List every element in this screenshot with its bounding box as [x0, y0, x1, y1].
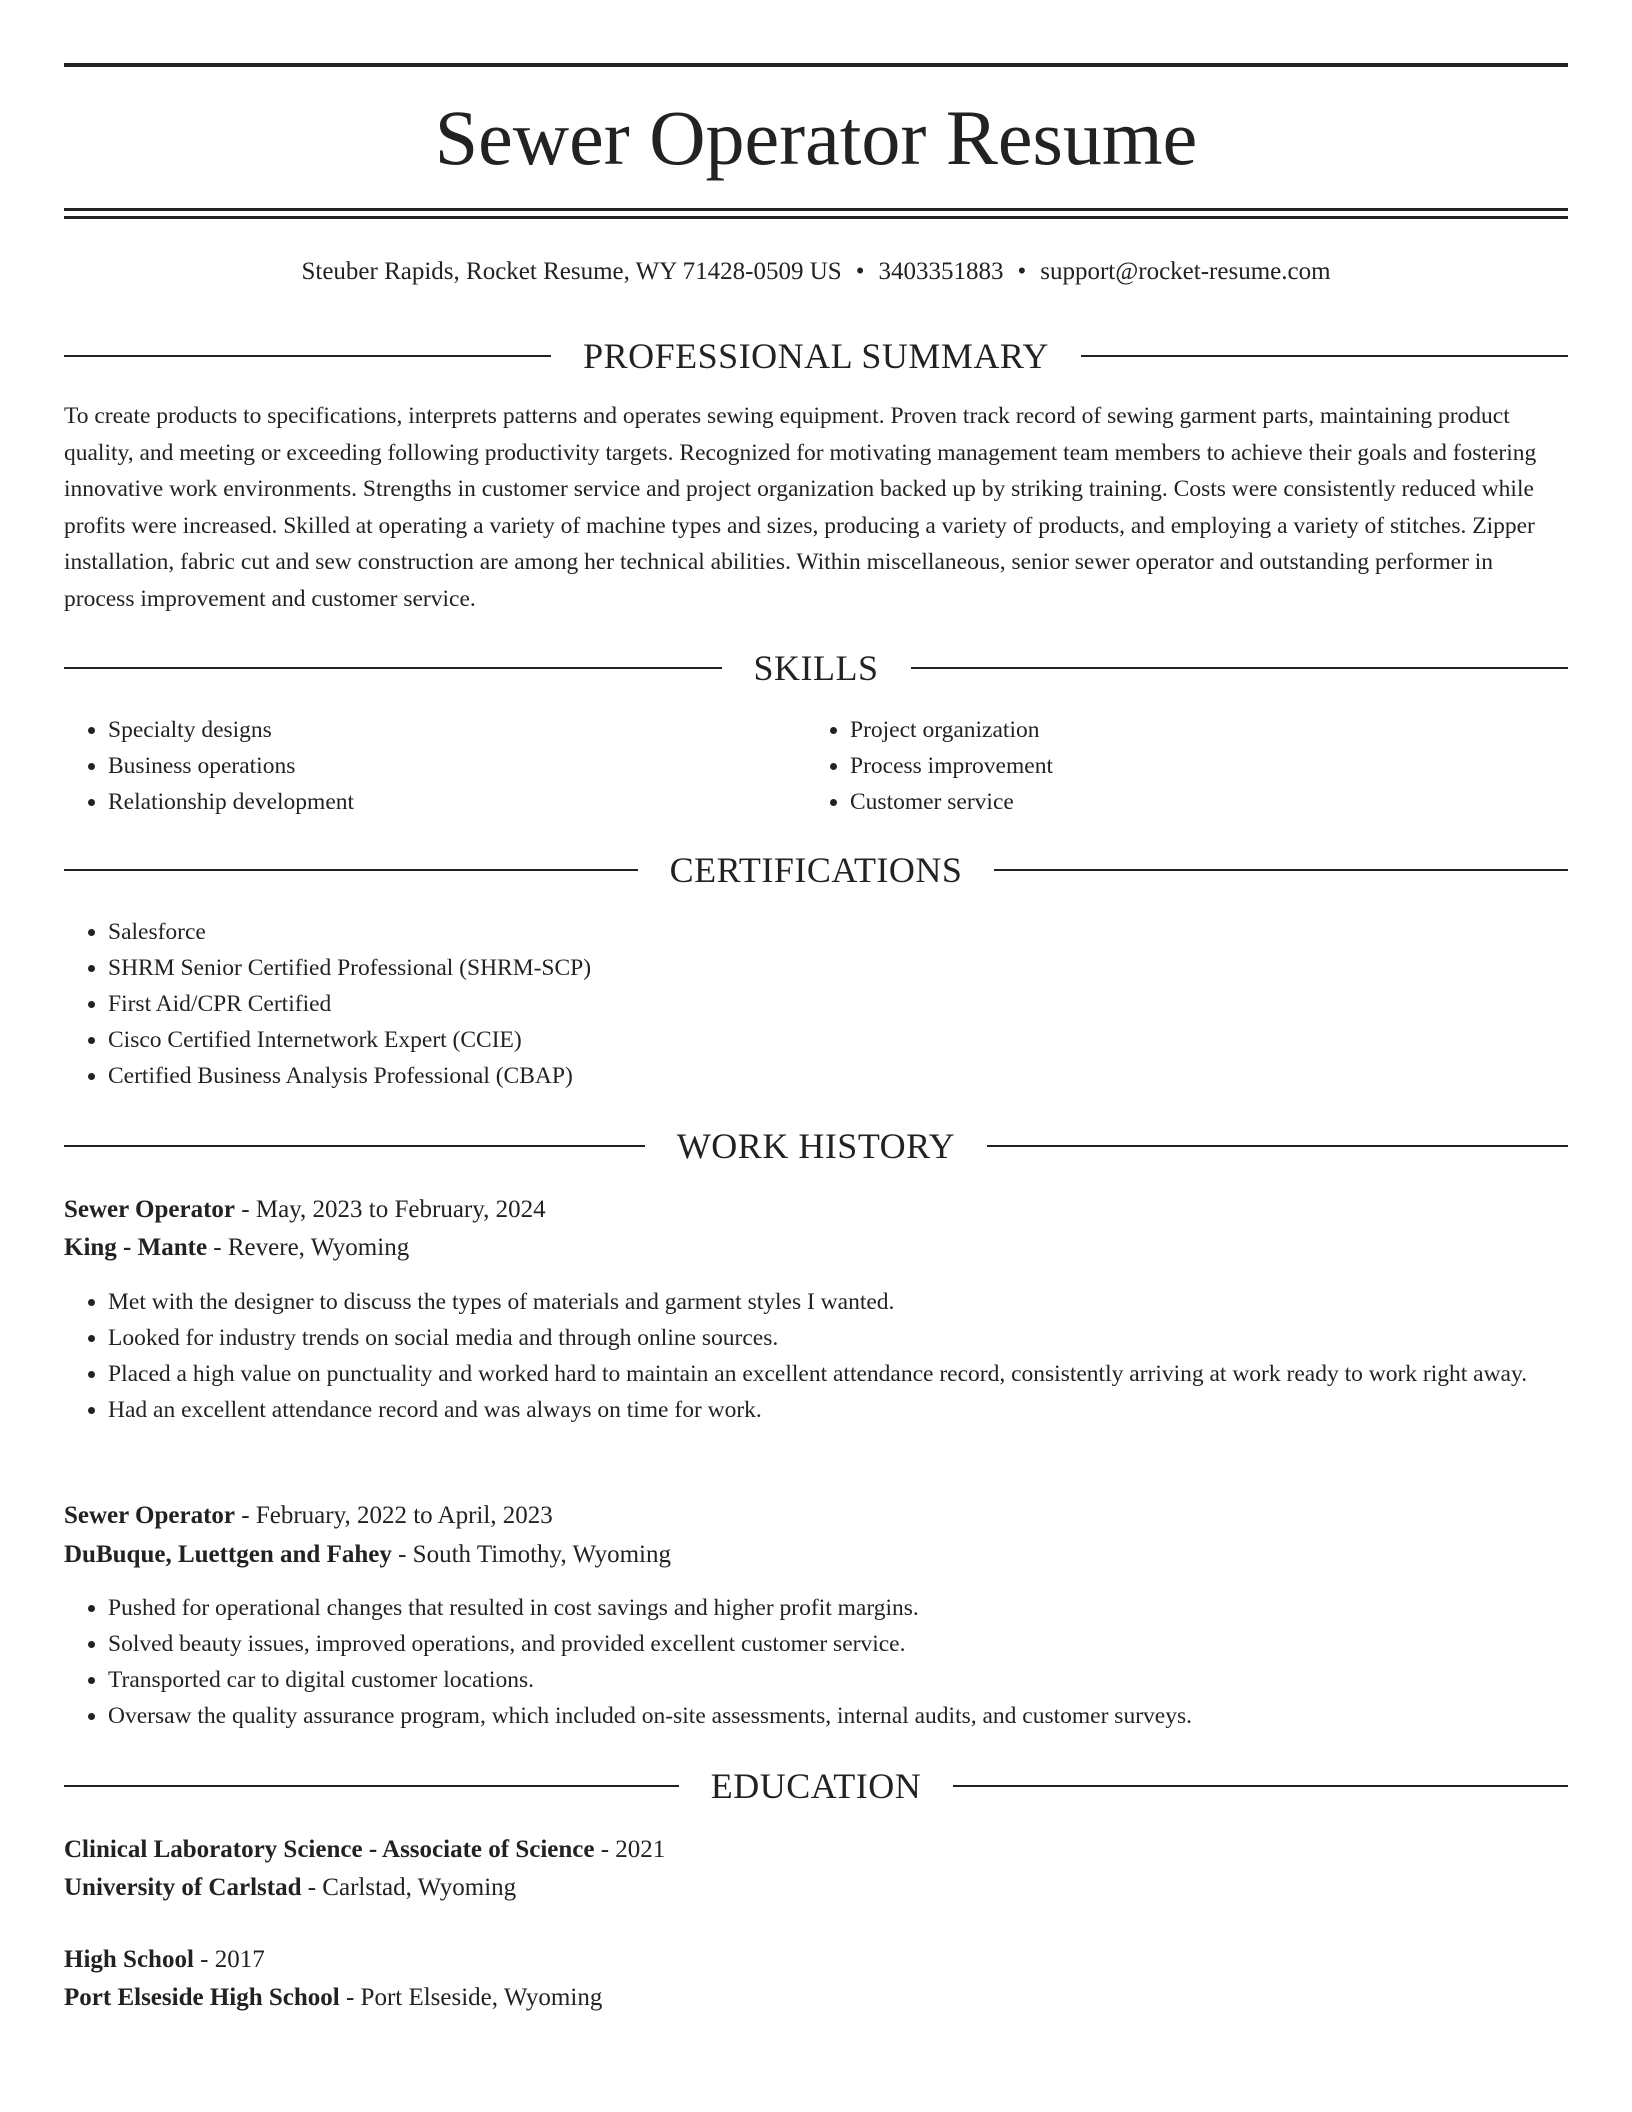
degree-year: - 2017	[193, 1946, 265, 1973]
degree-year: - 2021	[594, 1836, 666, 1863]
list-item: • Pushed for operational changes that resulted in cost savings and higher profit margins.	[108, 1590, 1612, 1626]
section-rule	[987, 1145, 1568, 1147]
section-header-certifications	[64, 848, 1568, 892]
list-item: • Specialty designs	[108, 712, 808, 748]
job-duties-list	[64, 1284, 1612, 1428]
skills-list-right	[806, 712, 1550, 820]
list-item: • SHRM Senior Certified Professional (SHRM-SCP)	[108, 950, 1508, 986]
list-item: • Customer service	[850, 784, 1550, 820]
section-header-education	[64, 1764, 1568, 1808]
section-title: EDUCATION	[710, 1766, 922, 1806]
section-title: WORK HISTORY	[676, 1126, 956, 1166]
job-title-line	[64, 1192, 546, 1228]
list-item: • Met with the designer to discuss the types of materials and garment styles I wanted.	[108, 1284, 1612, 1320]
job-company-line	[64, 1230, 409, 1266]
section-title: CERTIFICATIONS	[669, 850, 963, 890]
skills-list-left	[64, 712, 808, 820]
company-name: King - Mante	[64, 1234, 208, 1261]
list-item: • Salesforce	[108, 914, 1508, 950]
section-rule	[64, 667, 722, 669]
job-dates: - February, 2022 to April, 2023	[235, 1502, 553, 1529]
list-item: • Looked for industry trends on social media and through online sources.	[108, 1320, 1612, 1356]
section-rule	[64, 869, 638, 871]
contact-address: Steuber Rapids, Rocket Resume, WY 71428-0509 US	[301, 258, 842, 285]
company-location: - South Timothy, Wyoming	[391, 1541, 671, 1568]
list-item: • Had an excellent attendance record and was always on time for work.	[108, 1392, 1612, 1428]
degree-line	[64, 1942, 265, 1978]
job-duties-list	[64, 1590, 1612, 1734]
job-title: Sewer Operator	[64, 1196, 236, 1223]
school-name: University of Carlstad	[64, 1874, 302, 1901]
list-item: • Oversaw the quality assurance program, which included on-site assessments, internal audits, and customer surveys.	[108, 1698, 1612, 1734]
contact-separator: •	[1017, 258, 1027, 285]
list-item: • Placed a high value on punctuality and worked hard to maintain an excellent attendance record, consistently arriving at work ready to work right away.	[108, 1356, 1612, 1392]
section-title: PROFESSIONAL SUMMARY	[583, 336, 1049, 376]
company-name: DuBuque, Luettgen and Fahey	[64, 1541, 392, 1568]
degree-line	[64, 1832, 665, 1868]
title-rule-lower	[64, 216, 1568, 219]
list-item: • Process improvement	[850, 748, 1550, 784]
section-rule	[953, 1785, 1568, 1787]
section-rule	[64, 355, 551, 357]
list-item: • Project organization	[850, 712, 1550, 748]
certifications-list	[64, 914, 1508, 1094]
job-title-line	[64, 1498, 553, 1534]
section-rule	[64, 1785, 679, 1787]
degree-name: High School	[64, 1946, 194, 1973]
job-company-line	[64, 1537, 671, 1573]
list-item: • Relationship development	[108, 784, 808, 820]
school-name: Port Elseside High School	[64, 1984, 340, 2011]
section-rule	[64, 1145, 645, 1147]
section-title: SKILLS	[753, 648, 879, 688]
contact-separator: •	[855, 258, 865, 285]
section-rule	[994, 869, 1568, 871]
section-header-skills	[64, 646, 1568, 690]
degree-name: Clinical Laboratory Science - Associate of Science	[64, 1836, 595, 1863]
list-item: • First Aid/CPR Certified	[108, 986, 1508, 1022]
section-header-summary	[64, 334, 1568, 378]
school-line	[64, 1980, 602, 2016]
job-title: Sewer Operator	[64, 1502, 236, 1529]
list-item: • Business operations	[108, 748, 808, 784]
summary-text: To create products to specifications, interprets patterns and operates sewing equipment. Proven track record of sewing garment parts, maintaining product quality, and meeting or exceeding following productivity targets. Recognized for motivating management team members to achieve their goals and fostering innovative work environments. Strengths in customer service and project organization backed up by striking training. Costs were consistently reduced while profits were increased. Skilled at operating a variety of machine types and sizes, producing a variety of products, and employing a variety of stitches. Zipper installation, fabric cut and sew construction are among her technical abilities. Within miscellaneous, senior sewer operator and outstanding performer in process improvement and customer service.	[64, 403, 1537, 612]
contact-email: support@rocket-resume.com	[1040, 258, 1331, 285]
list-item: • Cisco Certified Internetwork Expert (CCIE)	[108, 1022, 1508, 1058]
list-item: • Transported car to digital customer locations.	[108, 1662, 1612, 1698]
top-rule	[64, 63, 1568, 67]
list-item: • Solved beauty issues, improved operations, and provided excellent customer service.	[108, 1626, 1612, 1662]
school-location: - Port Elseside, Wyoming	[339, 1984, 603, 2011]
resume-title: Sewer Operator Resume	[434, 94, 1198, 181]
job-dates: - May, 2023 to February, 2024	[235, 1196, 546, 1223]
section-rule	[1081, 355, 1568, 357]
contact-phone: 3403351883	[878, 258, 1004, 285]
section-rule	[911, 667, 1569, 669]
company-location: - Revere, Wyoming	[207, 1234, 410, 1261]
school-line	[64, 1870, 516, 1906]
section-header-work-history	[64, 1124, 1568, 1168]
list-item: • Certified Business Analysis Professional (CBAP)	[108, 1058, 1508, 1094]
title-rule-upper	[64, 208, 1568, 211]
contact-line	[64, 254, 1568, 290]
school-location: - Carlstad, Wyoming	[301, 1874, 517, 1901]
